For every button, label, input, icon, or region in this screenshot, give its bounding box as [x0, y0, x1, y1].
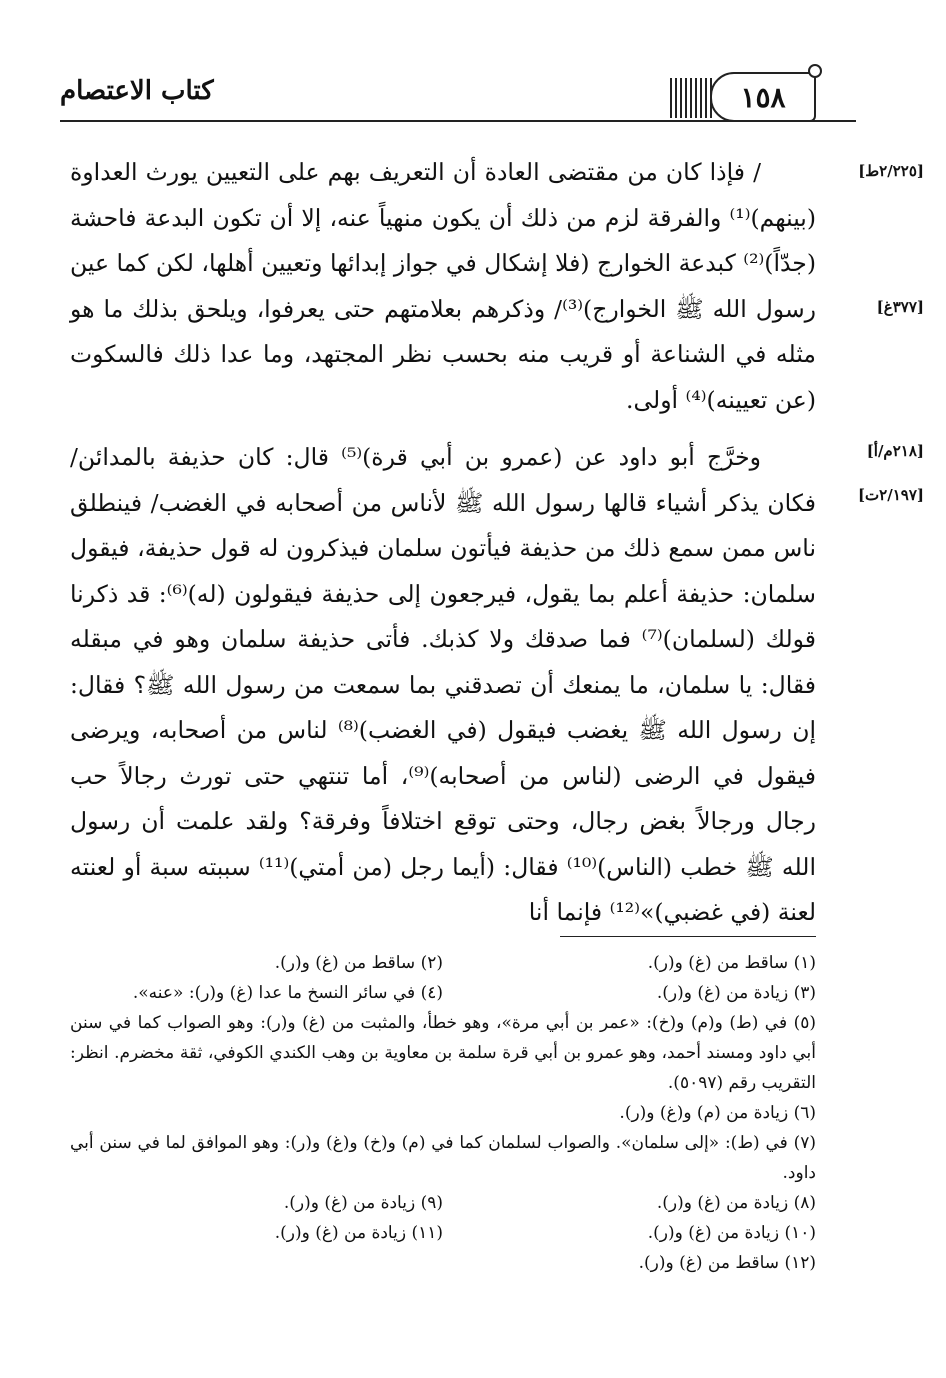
footnote-1: (١) ساقط من (غ) و(ر). [647, 953, 816, 973]
footnote-6: (٦) زيادة من (م) و(غ) و(ر). [619, 1103, 816, 1123]
page-number-frame [710, 72, 816, 122]
footnote-7: (٧) في (ط): «إلى سلمان». والصواب لسلمان كما في (م) و(خ) و(غ) و(ر): وهو الموافق لما في سنن أبي داود. [70, 1133, 816, 1183]
frame-ornament-icon [808, 64, 822, 78]
footnote-4: (٤) في سائر النسخ ما عدا (غ) و(ر): «عنه». [132, 983, 443, 1003]
footnote-row [70, 1218, 816, 1248]
footnote-11: (١١) زيادة من (غ) و(ر). [274, 1223, 443, 1243]
margin-note-3: [٢١٨م/أ] [866, 442, 924, 460]
margin-note-4: [٢/١٩٧ت] [857, 486, 924, 504]
footnote-2: (٢) ساقط من (غ) و(ر). [274, 953, 443, 973]
footnote-3: (٣) زيادة من (غ) و(ر). [656, 983, 816, 1003]
footnote-12: (١٢) ساقط من (غ) و(ر). [638, 1253, 816, 1273]
footnote-8: (٨) زيادة من (غ) و(ر). [656, 1193, 816, 1213]
footnote-5: (٥) في (ط) و(م) و(خ): «عمر بن أبي مرة»، وهو خطأ، والمثبت من (غ) و(ر): وهو الصواب كما في سنن أبي داود ومسند أحمد، وهو عمرو بن أبي قرة سلمة بن معاوية بن وهب الكندي الكوفي، ثقة مخضرم. انظر: التقريب رقم (٥٠٩٧). [70, 1013, 816, 1093]
margin-note-1: [٢/٢٢٥ط] [858, 162, 924, 180]
margin-note-2: [٣٧٧غ] [876, 298, 924, 316]
paragraph-2: وخرَّج أبو داود عن (عمرو بن أبي قرة)⁽⁵⁾ قال: كان حذيفة بالمدائن/ فكان يذكر أشياء قالها رسول الله ﷺ لأناس من أصحابه في الغضب/ فينطلق ناس ممن سمع ذلك من حذيفة فيأتون سلمان فيذكرون له قول حذيفة، فيقول سلمان: حذيفة أعلم بما يقول، فيرجعون إلى حذيفة فيقولون (له)⁽⁶⁾: قد ذكرنا قولك (لسلمان)⁽⁷⁾ فما صدقك ولا كذبك. فأتى حذيفة سلمان وهو في مبقله فقال: يا سلمان، ما يمنعك أن تصدقني بما سمعت من رسول الله ﷺ؟ فقال: إن رسول الله ﷺ يغضب فيقول (في الغضب)⁽⁸⁾ لناس من أصحابه، ويرضى فيقول في الرضى (لناس من أصحابه)⁽⁹⁾، أما تنتهي حتى تورث رجالاً حب رجال ورجالاً بغض رجال، وحتى توقع اختلافاً وفرقة؟ ولقد علمت أن رسول الله ﷺ خطب (الناس)⁽¹⁰⁾ فقال: (أيما رجل (من أمتي)⁽¹¹⁾ سببته سبة أو لعنته لعنة (في غضبي)»⁽¹²⁾ فإنما أنا [70, 443, 817, 926]
footnote-9: (٩) زيادة من (غ) و(ر). [283, 1193, 443, 1213]
decorative-stripes [670, 78, 712, 118]
footnote-10: (١٠) زيادة من (غ) و(ر). [647, 1223, 816, 1243]
header-divider [60, 120, 856, 122]
footnote-row [70, 1188, 816, 1218]
page-number: ١٥٨ [740, 80, 786, 114]
page-header [60, 72, 816, 124]
footnote-divider [560, 936, 816, 937]
main-text [70, 150, 816, 936]
paragraph-1: / فإذا كان من مقتضى العادة أن التعريف بهم على التعيين يورث العداوة (بينهم)⁽¹⁾ والفرقة لزم من ذلك أن يكون منهياً عنه، إلا أن تكون البدعة فاحشة (جدّاً)⁽²⁾ كبدعة الخوارج (فلا إشكال في جواز إبدائها وتعيين أهلها، لكن كما عين رسول الله ﷺ الخوارج)⁽³⁾/ وذكرهم بعلامتهم حتى يعرفوا، ويلحق بذلك ما هو مثله في الشناعة أو قريب منه بحسب نظر المجتهد، وما عدا ذلك فالسكوت (عن تعيينه)⁽⁴⁾ أولى. [70, 158, 816, 414]
footnotes [70, 948, 816, 1278]
book-title: كتاب الاعتصام [60, 76, 214, 106]
footnote-row [70, 948, 816, 978]
footnote-row [70, 978, 816, 1008]
